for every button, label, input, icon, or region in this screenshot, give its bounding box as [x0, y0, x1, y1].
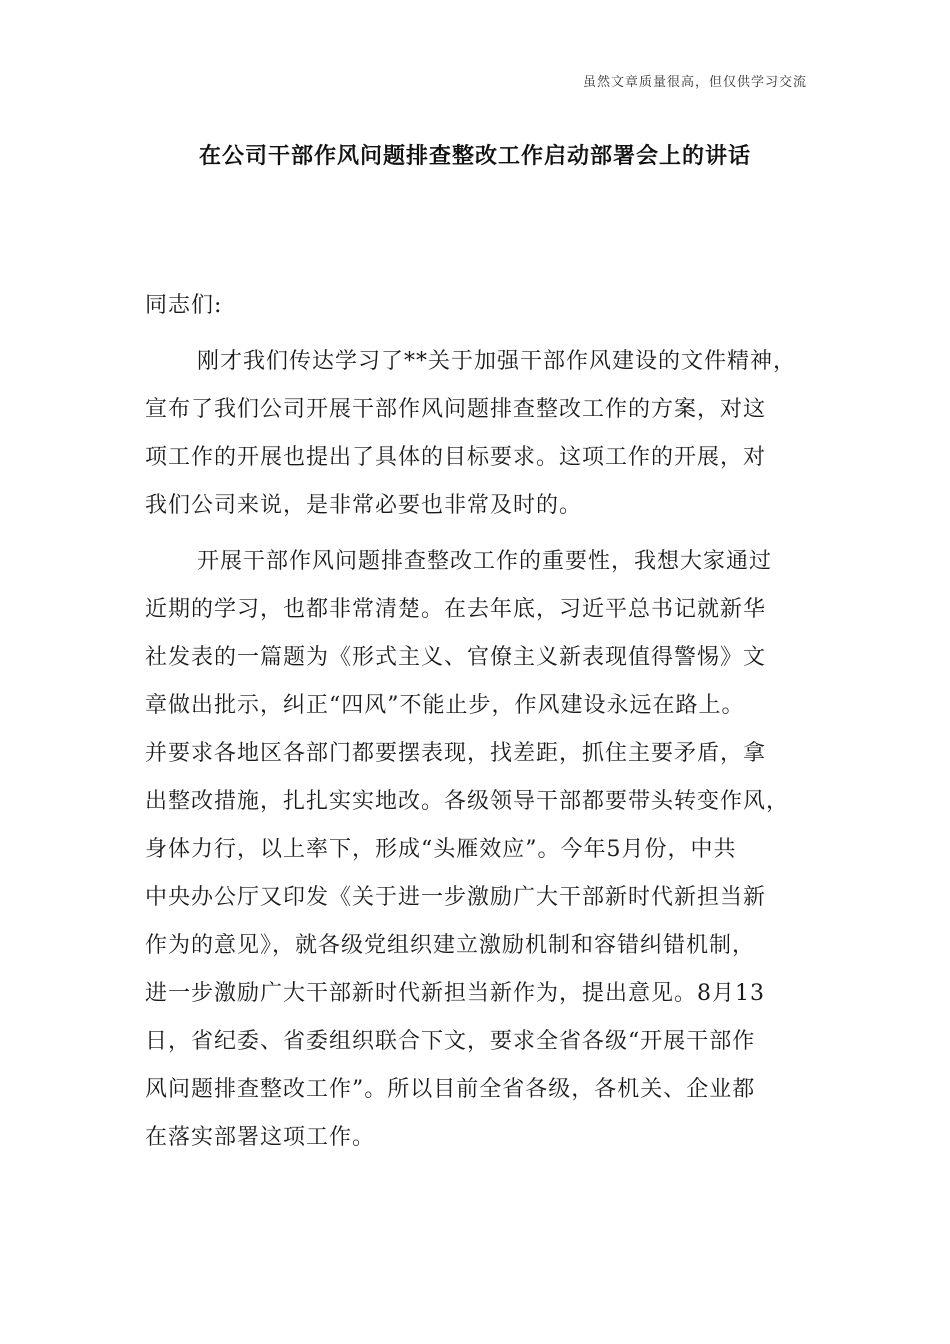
- paragraph-line: 身体力行，以上率下，形成“头雁效应”。今年5月份，中共: [145, 837, 737, 862]
- paragraph-line: 中央办公厅又印发《关于进一步激励广大干部新时代新担当新: [145, 885, 767, 910]
- paragraph-line: 进一步激励广大干部新时代新担当新作为，提出意见。8月13: [145, 981, 765, 1006]
- header-note: 虽然文章质量很高，但仅供学习交流: [582, 75, 807, 90]
- paragraph-line: 风问题排查整改工作”。所以目前全省各级，各机关、企业都: [145, 1077, 756, 1102]
- paragraph-line: 近期的学习，也都非常清楚。在去年底，习近平总书记就新华: [145, 597, 767, 622]
- paragraph-line: 项工作的开展也提出了具体的目标要求。这项工作的开展，对: [145, 445, 767, 470]
- paragraph-line: 社发表的一篇题为《形式主义、官僚主义新表现值得警惕》文: [145, 645, 767, 670]
- paragraph-line: 开展干部作风问题排查整改工作的重要性，我想大家通过: [197, 549, 773, 574]
- document-title: 在公司干部作风问题排查整改工作启动部署会上的讲话: [198, 144, 751, 169]
- salutation: 同志们:: [145, 293, 223, 318]
- paragraph-1: [145, 338, 805, 530]
- paragraph-line: 日，省纪委、省委组织联合下文，要求全省各级“开展干部作: [145, 1029, 756, 1054]
- document-body: [145, 282, 805, 1162]
- paragraph-line: 宣布了我们公司开展干部作风问题排查整改工作的方案，对这: [145, 397, 767, 422]
- paragraph-line: 作为的意见》，就各级党组织建立激励机制和容错纠错机制，: [145, 933, 756, 958]
- paragraph-2: [145, 538, 805, 1162]
- paragraph-line: 刚才我们传达学习了**关于加强干部作风建设的文件精神，: [197, 349, 797, 374]
- paragraph-line: 在落实部署这项工作。: [145, 1125, 376, 1150]
- paragraph-line: 并要求各地区各部门都要摆表现，找差距，抓住主要矛盾，拿: [145, 741, 767, 766]
- paragraph-line: 出整改措施，扎扎实实地改。各级领导干部都要带头转变作风，: [145, 789, 790, 814]
- paragraph-line: 章做出批示，纠正“四风”不能止步，作风建设永远在路上。: [145, 693, 745, 718]
- paragraph-line: 我们公司来说，是非常必要也非常及时的。: [145, 493, 583, 518]
